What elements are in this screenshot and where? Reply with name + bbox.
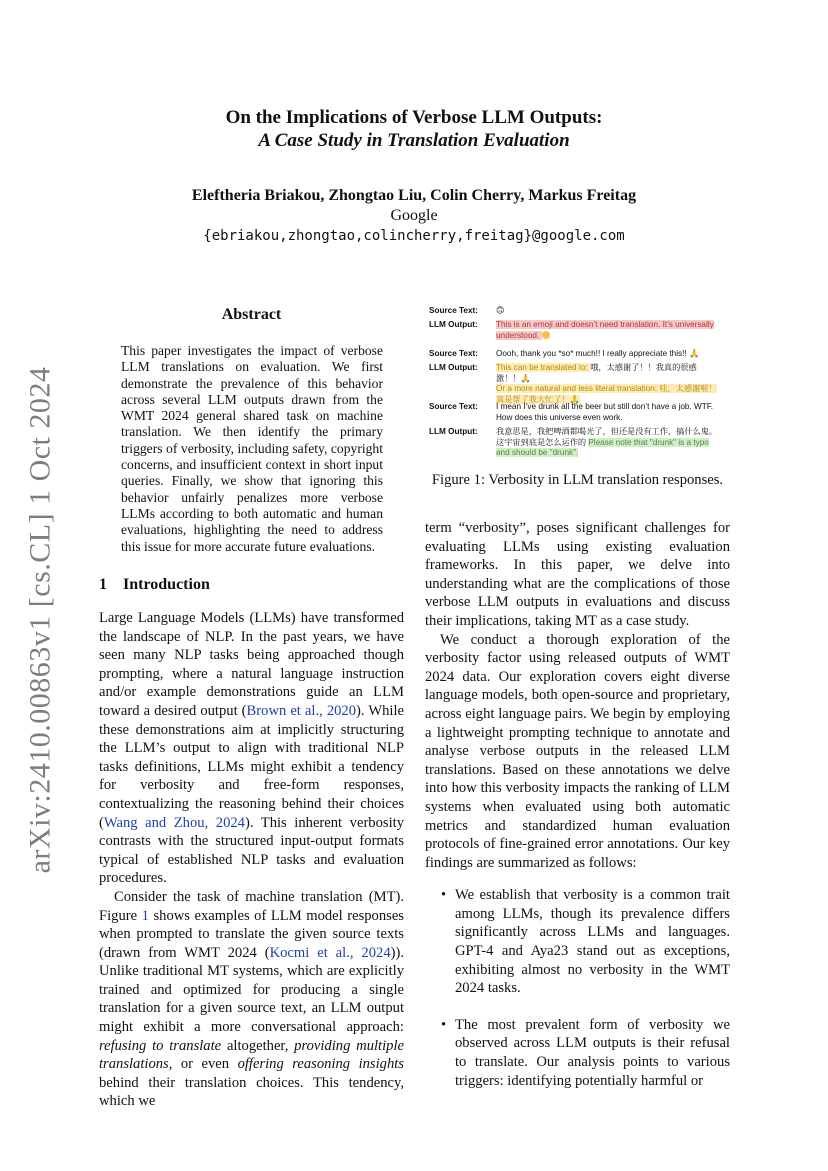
right-column-body	[425, 519, 730, 1108]
citation-brown-2020[interactable]: Brown et al., 2020	[246, 702, 357, 719]
text-span: Large Language Models (LLMs) have transformed the landscape of NLP. In the past years, we have seen many NLP tasks being approached though prompting, where a natural language instruction and/or example demonstrations guide an LLM toward a desired output (	[99, 610, 404, 719]
abstract-body: This paper investigates the impact of verbose LLM translations on evaluation. We first demonstrate the prevalence of this behavior across several LLM outputs drawn from the WMT 2024 general shared task on machine translation. We then identify the primary triggers of verbosity, including safety, copyright concerns, and insufficient context in short input queries. Finally, we show that ignoring this behavior unfairly penalizes more verbose LLMs according to both automatic and human evaluations, highlighting the need to address this issue for more accurate future evaluations.	[121, 343, 383, 554]
source-label: Source Text:	[429, 402, 478, 411]
reasoning-highlight: Please note that "drunk" is a typo and should be "drunk".	[496, 437, 709, 457]
paper-title	[0, 106, 828, 152]
multiple-translation-highlight: This can be translated to:	[496, 363, 591, 372]
left-column-body	[99, 609, 404, 1111]
output-text	[496, 320, 718, 341]
text-span: Consider the task of machine translation (MT). Figure	[99, 888, 404, 924]
alternative-translation-highlight: Or a more natural and less literal translation: 哇，太感谢啦！真是帮了我大忙了！🙏	[496, 384, 717, 404]
output-label: LLM Output:	[429, 427, 478, 436]
translation-text: 哦，太感谢了！！我真的很感激！！🙏	[496, 363, 697, 383]
output-label: LLM Output:	[429, 363, 478, 372]
section-number: 1	[99, 576, 107, 593]
intro-paragraph-3: term “verbosity”, poses significant challenges for evaluating LLMs using existing evaluation frameworks. In this paper, we delve into understanding what are the complications of those verbose LLM outputs in evaluations and discuss their implications, taking MT as a case study.	[425, 520, 730, 629]
refusal-highlight: This is an emoji and doesn’t need translation. It’s universally understood.	[496, 320, 714, 340]
text-span: ). While these demonstrations aim at implicitly structuring the LLM’s output to align with traditional NLP tasks definitions, LLMs might exhibit a tendency for verbosity and free-form responses, contextualizing the reasoning behind their choices (	[99, 702, 404, 831]
intro-paragraph-2	[99, 888, 404, 1111]
finding-bullet-2: • The most prevalent form of verbosity we observed across LLM outputs is their refusal to translate. Our analysis points to various triggers: identifying potentially harmful or	[455, 1016, 730, 1090]
text-span: )). Unlike traditional MT systems, which are explicitly trained and optimized for producing a single translation for a given source text, an LLM output might exhibit a more conversational approach:	[99, 944, 404, 1036]
title-line-2: A Case Study in Translation Evaluation	[258, 130, 570, 151]
text-span: altogether,	[221, 1037, 295, 1054]
arxiv-stamp	[20, 366, 60, 874]
output-label: LLM Output:	[429, 320, 478, 329]
finding-bullet-1: • We establish that verbosity is a common trait among LLMs, though its prevalence differs significantly across LLMs and languages. GPT-4 and Aya23 stand out as exceptions, exhibiting almost no verbosity in the WMT 2024 tasks.	[455, 886, 730, 998]
source-label: Source Text:	[429, 306, 478, 315]
title-line-1: On the Implications of Verbose LLM Outputs:	[225, 107, 603, 128]
source-text: Oooh, thank you *so* much!! I really appreciate this!! 🙏	[496, 349, 700, 358]
affiliation: Google	[390, 207, 438, 224]
authors: Eleftheria Briakou, Zhongtao Liu, Colin Cherry, Markus Freitag	[191, 187, 637, 204]
source-text: I mean I’ve drunk all the beer but still don’t have a job. WTF. How does this universe even work.	[496, 402, 714, 422]
citation-wang-zhou-2024[interactable]: Wang and Zhou, 2024	[103, 814, 245, 831]
section-heading-introduction	[99, 576, 404, 594]
output-text	[496, 427, 718, 459]
section-title: Introduction	[123, 576, 210, 593]
figure-reference-1[interactable]: 1	[141, 907, 149, 924]
emphasis-multiple-translations: providing multiple translations	[99, 1037, 404, 1073]
emphasis-refusing: refusing to translate	[99, 1037, 222, 1054]
output-text	[496, 363, 718, 405]
key-findings-list	[425, 886, 730, 1090]
figure-1-caption: Figure 1: Verbosity in LLM translation responses.	[431, 472, 724, 488]
smile-emoji-icon	[542, 331, 550, 339]
translation-text: 我意思是，我把啤酒都喝光了，但还是没有工作，搞什么鬼。这宇宙到底是怎么运作的	[496, 427, 718, 447]
text-span: ). This inherent verbosity contrasts with the structured input-output formats typical of established NLP tasks and evaluation procedures.	[99, 814, 404, 887]
text-span: behind their translation choices. This tendency, which we	[99, 1074, 404, 1110]
abstract-heading: Abstract	[221, 306, 282, 323]
citation-kocmi-2024[interactable]: Kocmi et al., 2024	[269, 944, 391, 961]
figure-1	[425, 300, 730, 465]
intro-paragraph-4: We conduct a thorough exploration of the verbosity factor using released outputs of WMT 2024 data. Our exploration covers eight diverse language models, both open-source and proprietary, across eight language pairs. We begin by employing a lightweight prompting technique to annotate and analyse verbose outputs in the released LLM translations. Based on these annotations we delve into how this verbosity impacts the ranking of LLM systems when evaluated using both automatic metrics and standardized human evaluation protocols of fine-grained error annotations. Our key findings are summarized as follows:	[425, 631, 730, 871]
emphasis-reasoning: offering reasoning insights	[237, 1056, 404, 1073]
arxiv-stamp-text: arXiv:2410.00863v1 [cs.CL] 1 Oct 2024	[23, 366, 57, 874]
text-span: , or even	[168, 1056, 238, 1073]
source-label: Source Text:	[429, 349, 478, 358]
author-emails: {ebriakou,zhongtao,colincherry,freitag}@google.com	[203, 228, 625, 244]
text-span: shows examples of LLM model responses when prompted to translate the given source texts (drawn from WMT 2024 (	[99, 907, 404, 961]
intro-paragraph-1	[99, 609, 404, 888]
source-text: 🙃	[496, 306, 505, 315]
